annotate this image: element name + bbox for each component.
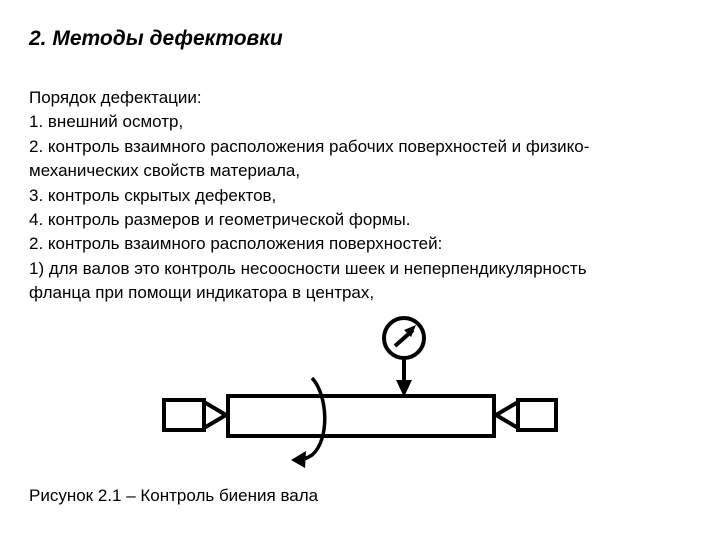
text-line: 4. контроль размеров и геометрической формы. bbox=[29, 210, 411, 230]
text-line: 2. контроль взаимного расположения рабочих поверхностей и физико- bbox=[29, 136, 590, 156]
text-line: 3. контроль скрытых дефектов, bbox=[29, 185, 277, 205]
text-line: 1. внешний осмотр, bbox=[29, 112, 184, 132]
text-line: 2. контроль взаимного расположения поверхностей: bbox=[29, 234, 443, 254]
left-center-icon bbox=[164, 400, 226, 430]
dial-indicator-icon bbox=[384, 318, 424, 397]
text-line: фланца при помощи индикатора в центрах, bbox=[29, 283, 375, 303]
text-line: 1) для валов это контроль несоосности шеек и неперпендикулярность bbox=[29, 258, 587, 278]
shaft-runout-diagram bbox=[0, 310, 720, 480]
section-title: 2. Методы дефектовки bbox=[29, 27, 283, 50]
shaft-icon bbox=[228, 396, 494, 436]
right-center-icon bbox=[496, 400, 556, 430]
rotation-arrow-icon bbox=[291, 378, 325, 468]
text-line: Порядок дефектации: bbox=[29, 88, 202, 107]
text-line: механических свойств материала, bbox=[29, 161, 301, 181]
figure-caption: Рисунок 2.1 – Контроль биения вала bbox=[29, 486, 319, 505]
body-text bbox=[29, 86, 699, 306]
